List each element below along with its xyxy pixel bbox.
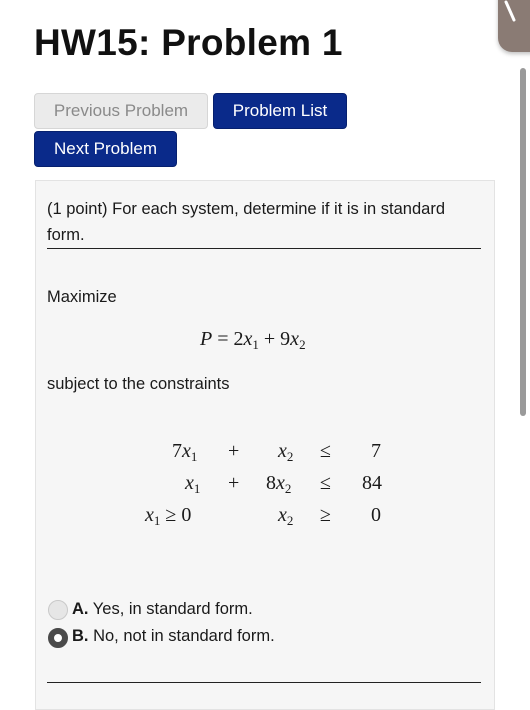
problem-intro: (1 point) For each system, determine if it is in standard form. <box>47 200 445 244</box>
chevron-icon <box>502 0 522 28</box>
next-problem-button[interactable]: Next Problem <box>34 131 177 167</box>
option-b-label[interactable]: B. No, not in standard form. <box>72 627 275 645</box>
option-b-radio[interactable] <box>48 628 68 648</box>
scrollbar[interactable] <box>520 68 526 416</box>
option-a-label[interactable]: A. Yes, in standard form. <box>72 600 253 618</box>
option-a-radio[interactable] <box>48 600 68 620</box>
subject-to-label: subject to the constraints <box>47 375 230 393</box>
previous-problem-button[interactable]: Previous Problem <box>34 93 208 129</box>
objective-function: $P = 2x_1 + 9x_2$ <box>200 328 306 352</box>
corner-tab[interactable] <box>498 0 530 52</box>
divider-top <box>47 248 481 249</box>
maximize-label: Maximize <box>47 288 117 306</box>
page-title: HW15: Problem 1 <box>34 22 343 63</box>
problem-list-button[interactable]: Problem List <box>213 93 347 129</box>
divider-bottom <box>47 682 481 683</box>
